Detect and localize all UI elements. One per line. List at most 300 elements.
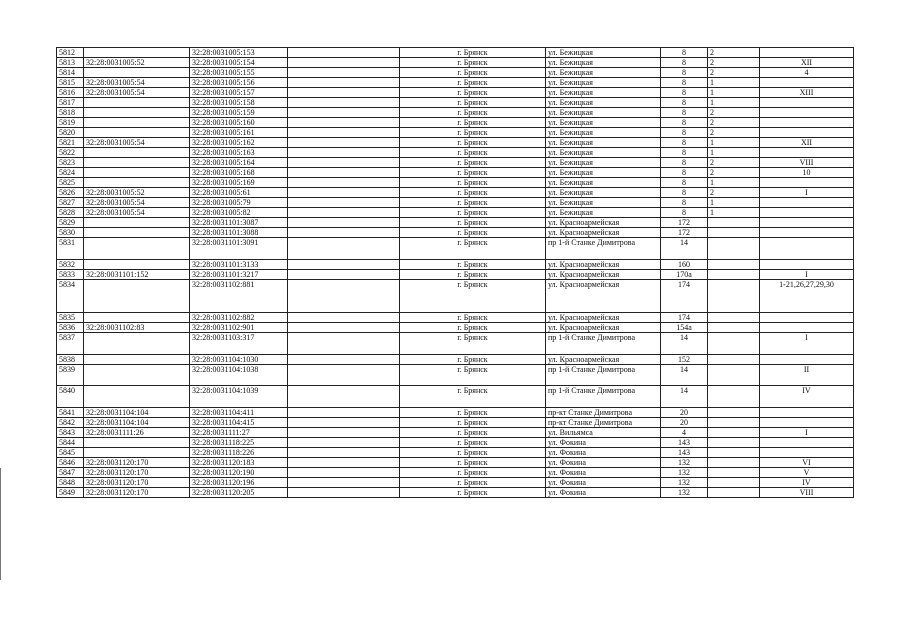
street-cell: ул. Красноармейская [546,313,661,323]
table-row [57,128,854,138]
city-cell: г. Брянск [400,408,546,418]
street-cell: ул. Красноармейская [546,270,661,280]
parent-cadastral-number-cell [84,148,190,158]
house-number-cell: 8 [661,158,708,168]
table-row [57,48,854,58]
row-number-cell: 5817 [57,98,84,108]
floor-cell: 2 [708,188,760,198]
blank-column-cell [288,48,400,58]
city-cell: г. Брянск [400,208,546,218]
floor-cell: 2 [708,108,760,118]
floor-cell [708,260,760,270]
table-row [57,333,854,355]
parent-cadastral-number-cell [84,98,190,108]
register-table [56,47,854,498]
city-cell: г. Брянск [400,355,546,365]
city-cell: г. Брянск [400,448,546,458]
floor-cell: 2 [708,168,760,178]
house-number-cell: 132 [661,488,708,498]
row-number-cell: 5833 [57,270,84,280]
blank-column-cell [288,428,400,438]
table-row [57,438,854,448]
row-number-cell: 5830 [57,228,84,238]
premises-number-cell [760,355,854,365]
table-row [57,448,854,458]
house-number-cell: 8 [661,188,708,198]
table-row [57,78,854,88]
premises-number-cell [760,48,854,58]
premises-number-cell: V [760,468,854,478]
row-number-cell: 5824 [57,168,84,178]
floor-cell [708,323,760,333]
street-cell: ул. Бежицкая [546,118,661,128]
cadastral-number-cell: 32:28:0031005:153 [190,48,288,58]
cadastral-number-cell: 32:28:0031005:169 [190,178,288,188]
cadastral-number-cell: 32:28:0031101:3088 [190,228,288,238]
house-number-cell: 174 [661,313,708,323]
city-cell: г. Брянск [400,168,546,178]
house-number-cell: 174 [661,280,708,313]
city-cell: г. Брянск [400,468,546,478]
table-row [57,188,854,198]
premises-number-cell [760,178,854,188]
parent-cadastral-number-cell [84,218,190,228]
table-row [57,178,854,188]
floor-cell [708,468,760,478]
house-number-cell: 154а [661,323,708,333]
city-cell: г. Брянск [400,88,546,98]
floor-cell [708,478,760,488]
parent-cadastral-number-cell: 32:28:0031101:152 [84,270,190,280]
premises-number-cell [760,408,854,418]
blank-column-cell [288,188,400,198]
house-number-cell: 8 [661,168,708,178]
table-row [57,458,854,468]
blank-column-cell [288,458,400,468]
cadastral-number-cell: 32:28:0031005:159 [190,108,288,118]
cadastral-number-cell: 32:28:0031005:79 [190,198,288,208]
premises-number-cell [760,260,854,270]
cadastral-number-cell: 32:28:0031104:411 [190,408,288,418]
table-row [57,68,854,78]
blank-column-cell [288,198,400,208]
table-row [57,478,854,488]
city-cell: г. Брянск [400,333,546,355]
cadastral-number-cell: 32:28:0031005:162 [190,138,288,148]
city-cell: г. Брянск [400,178,546,188]
street-cell: ул. Фокина [546,468,661,478]
blank-column-cell [288,118,400,128]
cadastral-number-cell: 32:28:0031102:881 [190,280,288,313]
row-number-cell: 5823 [57,158,84,168]
street-cell: ул. Фокина [546,488,661,498]
city-cell: г. Брянск [400,158,546,168]
parent-cadastral-number-cell: 32:28:0031104:104 [84,418,190,428]
city-cell: г. Брянск [400,418,546,428]
premises-number-cell [760,118,854,128]
cadastral-number-cell: 32:28:0031101:3217 [190,270,288,280]
street-cell: ул. Бежицкая [546,168,661,178]
cadastral-number-cell: 32:28:0031005:82 [190,208,288,218]
row-number-cell: 5819 [57,118,84,128]
parent-cadastral-number-cell [84,178,190,188]
row-number-cell: 5834 [57,280,84,313]
parent-cadastral-number-cell [84,333,190,355]
blank-column-cell [288,128,400,138]
floor-cell [708,228,760,238]
row-number-cell: 5846 [57,458,84,468]
blank-column-cell [288,468,400,478]
premises-number-cell [760,448,854,458]
blank-column-cell [288,208,400,218]
floor-cell: 1 [708,178,760,188]
floor-cell [708,458,760,468]
city-cell: г. Брянск [400,280,546,313]
city-cell: г. Брянск [400,68,546,78]
table-row [57,138,854,148]
row-number-cell: 5836 [57,323,84,333]
floor-cell [708,218,760,228]
street-cell: ул. Бежицкая [546,128,661,138]
blank-column-cell [288,323,400,333]
parent-cadastral-number-cell [84,48,190,58]
row-number-cell: 5814 [57,68,84,78]
table-row [57,280,854,313]
row-number-cell: 5839 [57,365,84,386]
street-cell: ул. Красноармейская [546,260,661,270]
street-cell: ул. Фокина [546,458,661,468]
street-cell: ул. Фокина [546,478,661,488]
cadastral-number-cell: 32:28:0031102:882 [190,313,288,323]
parent-cadastral-number-cell [84,386,190,408]
house-number-cell: 8 [661,78,708,88]
house-number-cell: 8 [661,68,708,78]
city-cell: г. Брянск [400,228,546,238]
premises-number-cell: 10 [760,168,854,178]
street-cell: ул. Бежицкая [546,188,661,198]
street-cell: ул. Красноармейская [546,218,661,228]
blank-column-cell [288,270,400,280]
cadastral-number-cell: 32:28:0031005:156 [190,78,288,88]
parent-cadastral-number-cell: 32:28:0031005:54 [84,198,190,208]
street-cell: ул. Бежицкая [546,98,661,108]
floor-cell [708,488,760,498]
parent-cadastral-number-cell: 32:28:0031005:54 [84,208,190,218]
house-number-cell: 132 [661,458,708,468]
street-cell: ул. Вильямса [546,428,661,438]
parent-cadastral-number-cell [84,118,190,128]
house-number-cell: 8 [661,178,708,188]
cadastral-number-cell: 32:28:0031005:168 [190,168,288,178]
premises-number-cell [760,218,854,228]
house-number-cell: 8 [661,58,708,68]
street-cell: пр-кт Станке Димитрова [546,418,661,428]
parent-cadastral-number-cell: 32:28:0031102:83 [84,323,190,333]
cadastral-number-cell: 32:28:0031005:163 [190,148,288,158]
city-cell: г. Брянск [400,128,546,138]
row-number-cell: 5821 [57,138,84,148]
city-cell: г. Брянск [400,270,546,280]
cadastral-number-cell: 32:28:0031104:1038 [190,365,288,386]
cadastral-number-cell: 32:28:0031120:183 [190,458,288,468]
parent-cadastral-number-cell: 32:28:0031120:170 [84,478,190,488]
house-number-cell: 132 [661,468,708,478]
city-cell: г. Брянск [400,108,546,118]
floor-cell: 1 [708,198,760,208]
street-cell: ул. Красноармейская [546,323,661,333]
blank-column-cell [288,280,400,313]
row-number-cell: 5827 [57,198,84,208]
floor-cell [708,313,760,323]
parent-cadastral-number-cell [84,280,190,313]
street-cell: ул. Бежицкая [546,88,661,98]
parent-cadastral-number-cell [84,438,190,448]
blank-column-cell [288,218,400,228]
premises-number-cell [760,418,854,428]
street-cell: ул. Бежицкая [546,108,661,118]
parent-cadastral-number-cell: 32:28:0031111:26 [84,428,190,438]
parent-cadastral-number-cell: 32:28:0031005:52 [84,188,190,198]
house-number-cell: 8 [661,88,708,98]
cadastral-number-cell: 32:28:0031005:155 [190,68,288,78]
parent-cadastral-number-cell [84,365,190,386]
parent-cadastral-number-cell [84,108,190,118]
house-number-cell: 14 [661,238,708,260]
table-row [57,218,854,228]
parent-cadastral-number-cell: 32:28:0031005:54 [84,88,190,98]
floor-cell [708,365,760,386]
row-number-cell: 5835 [57,313,84,323]
floor-cell [708,270,760,280]
cadastral-number-cell: 32:28:0031102:901 [190,323,288,333]
table-row [57,98,854,108]
house-number-cell: 8 [661,128,708,138]
blank-column-cell [288,58,400,68]
floor-cell [708,448,760,458]
table-row [57,168,854,178]
cadastral-number-cell: 32:28:0031005:61 [190,188,288,198]
row-number-cell: 5842 [57,418,84,428]
floor-cell: 1 [708,148,760,158]
premises-number-cell [760,228,854,238]
table-row [57,148,854,158]
street-cell: ул. Фокина [546,438,661,448]
row-number-cell: 5818 [57,108,84,118]
row-number-cell: 5848 [57,478,84,488]
floor-cell: 2 [708,128,760,138]
cadastral-number-cell: 32:28:0031104:415 [190,418,288,428]
premises-number-cell [760,98,854,108]
table-row [57,108,854,118]
parent-cadastral-number-cell: 32:28:0031120:170 [84,468,190,478]
blank-column-cell [288,148,400,158]
parent-cadastral-number-cell: 32:28:0031005:52 [84,58,190,68]
cadastral-number-cell: 32:28:0031005:161 [190,128,288,138]
city-cell: г. Брянск [400,148,546,158]
table-row [57,228,854,238]
street-cell: ул. Бежицкая [546,148,661,158]
row-number-cell: 5849 [57,488,84,498]
parent-cadastral-number-cell [84,313,190,323]
premises-number-cell [760,238,854,260]
table-row [57,313,854,323]
table-row [57,428,854,438]
blank-column-cell [288,138,400,148]
parent-cadastral-number-cell: 32:28:0031005:54 [84,138,190,148]
city-cell: г. Брянск [400,323,546,333]
premises-number-cell: XII [760,138,854,148]
table-body [57,48,854,498]
cadastral-number-cell: 32:28:0031005:154 [190,58,288,68]
cadastral-number-cell: 32:28:0031104:1039 [190,386,288,408]
street-cell: ул. Бежицкая [546,58,661,68]
blank-column-cell [288,408,400,418]
street-cell: ул. Бежицкая [546,78,661,88]
premises-number-cell: I [760,188,854,198]
city-cell: г. Брянск [400,78,546,88]
table-row [57,386,854,408]
table-row [57,323,854,333]
premises-number-cell: XII [760,58,854,68]
cadastral-number-cell: 32:28:0031120:205 [190,488,288,498]
premises-number-cell: VIII [760,158,854,168]
table-row [57,158,854,168]
street-cell: ул. Бежицкая [546,68,661,78]
parent-cadastral-number-cell [84,168,190,178]
parent-cadastral-number-cell: 32:28:0031120:170 [84,458,190,468]
city-cell: г. Брянск [400,365,546,386]
premises-number-cell: II [760,365,854,386]
blank-column-cell [288,68,400,78]
row-number-cell: 5837 [57,333,84,355]
floor-cell: 1 [708,98,760,108]
table-row [57,88,854,98]
house-number-cell: 8 [661,108,708,118]
city-cell: г. Брянск [400,478,546,488]
parent-cadastral-number-cell [84,260,190,270]
table-row [57,270,854,280]
premises-number-cell [760,438,854,448]
table-row [57,408,854,418]
row-number-cell: 5825 [57,178,84,188]
premises-number-cell: I [760,428,854,438]
house-number-cell: 8 [661,198,708,208]
premises-number-cell: IV [760,478,854,488]
street-cell: ул. Красноармейская [546,355,661,365]
table-row [57,365,854,386]
street-cell: ул. Бежицкая [546,48,661,58]
blank-column-cell [288,478,400,488]
city-cell: г. Брянск [400,238,546,260]
premises-number-cell [760,313,854,323]
table-row [57,198,854,208]
table-row [57,260,854,270]
floor-cell [708,280,760,313]
blank-column-cell [288,168,400,178]
row-number-cell: 5820 [57,128,84,138]
blank-column-cell [288,365,400,386]
row-number-cell: 5822 [57,148,84,158]
street-cell: ул. Бежицкая [546,178,661,188]
blank-column-cell [288,88,400,98]
blank-column-cell [288,418,400,428]
blank-column-cell [288,228,400,238]
house-number-cell: 170а [661,270,708,280]
floor-cell: 1 [708,138,760,148]
cadastral-number-cell: 32:28:0031101:3087 [190,218,288,228]
scan-edge-line [0,468,1,580]
floor-cell [708,408,760,418]
row-number-cell: 5840 [57,386,84,408]
premises-number-cell [760,208,854,218]
premises-number-cell: IV [760,386,854,408]
floor-cell: 2 [708,118,760,128]
floor-cell: 2 [708,48,760,58]
floor-cell [708,333,760,355]
street-cell: ул. Бежицкая [546,208,661,218]
premises-number-cell: VI [760,458,854,468]
street-cell: ул. Бежицкая [546,158,661,168]
cadastral-number-cell: 32:28:0031103:317 [190,333,288,355]
cadastral-number-cell: 32:28:0031104:1030 [190,355,288,365]
premises-number-cell: I [760,333,854,355]
floor-cell [708,418,760,428]
parent-cadastral-number-cell [84,355,190,365]
house-number-cell: 14 [661,365,708,386]
floor-cell [708,355,760,365]
blank-column-cell [288,488,400,498]
city-cell: г. Брянск [400,488,546,498]
cadastral-number-cell: 32:28:0031101:3091 [190,238,288,260]
house-number-cell: 14 [661,386,708,408]
house-number-cell: 8 [661,118,708,128]
row-number-cell: 5841 [57,408,84,418]
premises-number-cell [760,198,854,208]
city-cell: г. Брянск [400,313,546,323]
blank-column-cell [288,178,400,188]
row-number-cell: 5844 [57,438,84,448]
floor-cell [708,438,760,448]
parent-cadastral-number-cell: 32:28:0031120:170 [84,488,190,498]
premises-number-cell [760,128,854,138]
house-number-cell: 4 [661,428,708,438]
house-number-cell: 14 [661,333,708,355]
cadastral-number-cell: 32:28:0031111:27 [190,428,288,438]
cadastral-number-cell: 32:28:0031101:3133 [190,260,288,270]
blank-column-cell [288,260,400,270]
premises-number-cell [760,323,854,333]
premises-number-cell [760,78,854,88]
city-cell: г. Брянск [400,260,546,270]
city-cell: г. Брянск [400,198,546,208]
row-number-cell: 5847 [57,468,84,478]
floor-cell: 2 [708,158,760,168]
house-number-cell: 8 [661,208,708,218]
row-number-cell: 5826 [57,188,84,198]
house-number-cell: 20 [661,418,708,428]
row-number-cell: 5812 [57,48,84,58]
premises-number-cell [760,108,854,118]
house-number-cell: 8 [661,98,708,108]
blank-column-cell [288,355,400,365]
blank-column-cell [288,448,400,458]
table-row [57,208,854,218]
table-row [57,355,854,365]
city-cell: г. Брянск [400,218,546,228]
street-cell: ул. Фокина [546,448,661,458]
city-cell: г. Брянск [400,98,546,108]
house-number-cell: 8 [661,48,708,58]
